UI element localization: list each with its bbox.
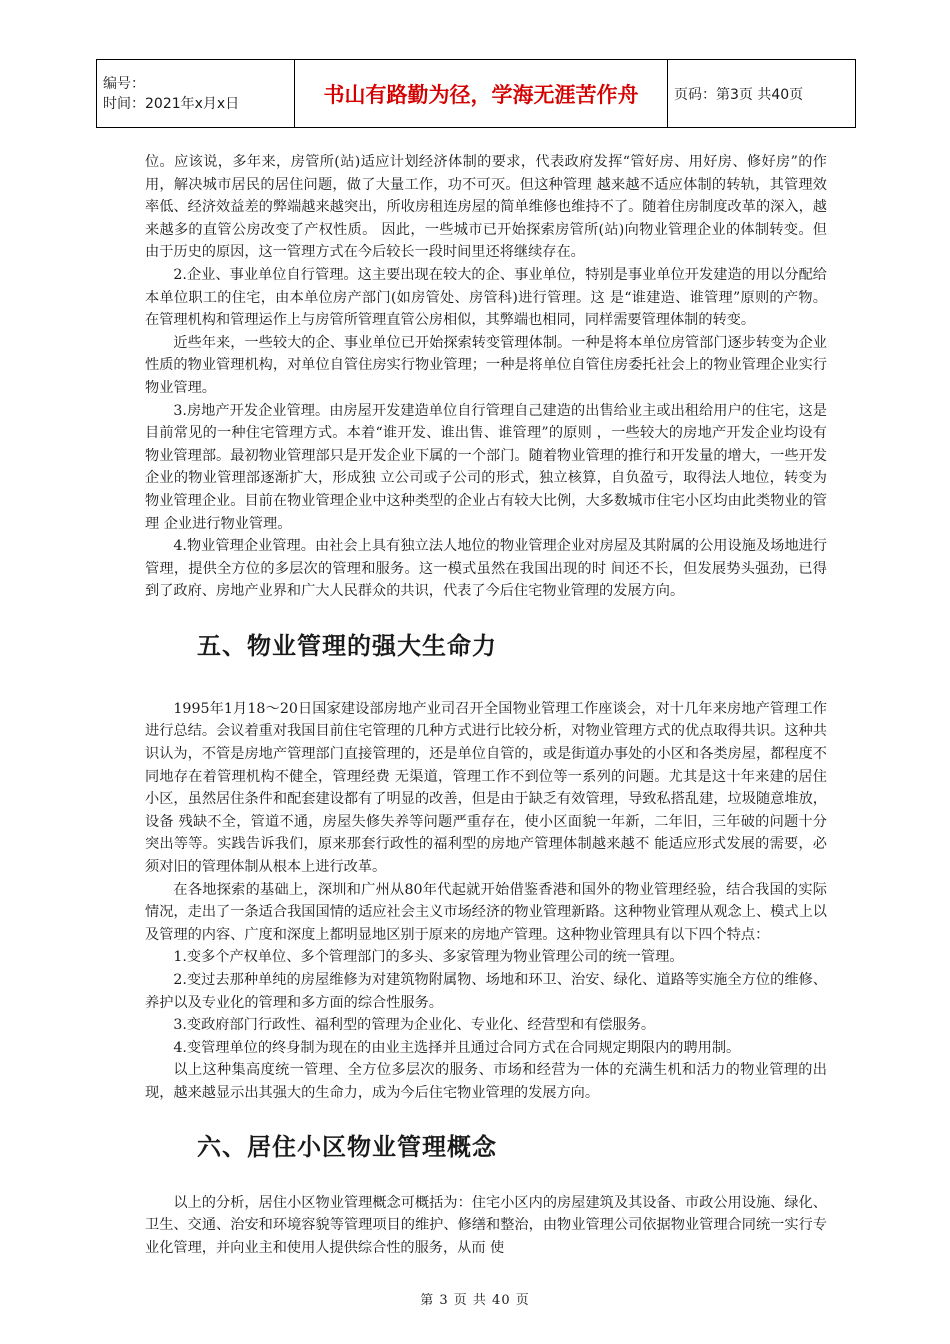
paragraph: 位。应该说，多年来，房管所(站)适应计划经济体制的要求，代表政府发挥“管好房、用好房、修好房”的作用，解决城市居民的居住问题，做了大量工作，功不可灭。但这种管理 越来越不适应体制的转轨，其管理效率低、经济效益差的弊端越来越突出，所收房租连房屋的简单维修也维持不了。随着住房制度改革的深入，越来越多的直管公房改变了产权性质。 因此，一些城市已开始探索房管所(站)向物业管理企业的体制转变。但由于历史的原因，这一管理方式在今后较长一段时间里还将继续存在。 <box>145 154 827 261</box>
list-item: 1.变多个产权单位、多个管理部门的多头、多家管理为物业管理公司的统一管理。 <box>173 949 684 966</box>
page-footer: 第 3 页 共 40 页 <box>420 1293 530 1308</box>
paragraph: 在各地探索的基础上，深圳和广州从80年代起就开始借鉴香港和国外的物业管理经验，结合我国的实际情况，走出了一条适合我国国情的适应社会主义市场经济的物业管理新路。这种物业管理从观念上、模式上以及管理的内容、广度和深度上都明显地区别于原来的房地产管理。这种物业管理具有以下四个特点： <box>145 881 827 943</box>
list-item: 4.变管理单位的终身制为现在的由业主选择并且通过合同方式在合同规定期限内的聘用制。 <box>173 1039 741 1056</box>
section-heading-6: 六、居住小区物业管理概念 <box>197 1132 497 1161</box>
paragraph: 4.物业管理企业管理。由社会上具有独立法人地位的物业管理企业对房屋及其附属的公用设施及场地进行管理，提供全方位的多层次的管理和服务。这一模式虽然在我国出现的时 间还不长，但发展势头强劲，已得到了政府、房地产业界和广大人民群众的共识，代表了今后住宅物业管理的发展方向。 <box>145 538 827 600</box>
document-body <box>145 151 827 1259</box>
section-heading-5: 五、物业管理的强大生命力 <box>197 631 497 660</box>
list-item: 3.变政府部门行政性、福利型的管理为企业化、专业化、经营型和有偿服务。 <box>173 1017 656 1034</box>
paragraph: 3.房地产开发企业管理。由房屋开发建造单位自行管理自己建造的出售给业主或出租给用户的住宅，这是目前常见的一种住宅管理方式。本着“谁开发、谁出售、谁管理”的原则 ，一些较大的房地产开发企业均设有物业管理部。最初物业管理部只是开发企业下属的一个部门。随着物业管理的推行和开发量的增大，一些开发企业的物业管理部逐渐扩大，形成独 立公司或子公司的形式，独立核算，自负盈亏，取得法人地位，转变为物业管理企业。目前在物业管理企业中这种类型的企业占有较大比例，大多数城市住宅小区均由此类物业的管理 企业进行物业管理。 <box>145 402 827 532</box>
document-time-label: 时间：2021年x月x日 <box>103 95 240 112</box>
paragraph: 以上这种集高度统一管理、全方位多层次的服务、市场和经营为一体的充满生机和活力的物业管理的出现，越来越显示出其强大的生命力，成为今后住宅物业管理的发展方向。 <box>145 1062 827 1101</box>
paragraph: 2.企业、事业单位自行管理。这主要出现在较大的企、事业单位，特别是事业单位开发建造的用以分配给本单位职工的住宅，由本单位房产部门(如房管处、房管科)进行管理。这 是“谁建造、谁管理”原则的产物。在管理机构和管理运作上与房管所管理直管公房相似，其弊端也相同，同样需要管理体制的转变。 <box>145 266 827 329</box>
paragraph: 以上的分析，居住小区物业管理概念可概括为：住宅小区内的房屋建筑及其设备、市政公用设施、绿化、卫生、交通、治安和环境容貌等管理项目的维护、修缮和整治，由物业管理公司依据物业管理合同统一实行专业化管理，并向业主和使用人提供综合性的服务，从而 使 <box>145 1194 827 1256</box>
header-meta-cell <box>97 60 295 128</box>
header-table <box>96 59 856 128</box>
document-number-label: 编号： <box>103 75 145 92</box>
paragraph: 近些年来，一些较大的企、事业单位已开始探索转变管理体制。一种是将本单位房管部门逐步转变为企业性质的物业管理机构，对单位自管住房实行物业管理；一种是将单位自管住房委托社会上的物业管理企业实行物业管理。 <box>145 334 827 396</box>
header-page-label: 页码：第3页 共40页 <box>668 60 856 128</box>
header-motto: 书山有路勤为径，学海无涯苦作舟 <box>295 60 668 128</box>
list-item: 2.变过去那种单纯的房屋维修为对建筑物附属物、场地和环卫、治安、绿化、道路等实施全方位的维修、养护以及专业化的管理和多方面的综合性服务。 <box>145 972 827 1011</box>
paragraph: 1995年1月18～20日国家建设部房地产业司召开全国物业管理工作座谈会，对十几年来房地产管理工作进行总结。会议着重对我国目前住宅管理的几种方式进行比较分析，对物业管理方式的优点取得共识。这种共识认为，不管是房地产管理部门直接管理的，还是单位自管的，或是街道办事处的小区和各类房屋，都程度不同地存在着管理机构不健全，管理经费 无渠道，管理工作不到位等一系列的问题。尤其是这十年来建的居住小区，虽然居住条件和配套建设都有了明显的改善，但是由于缺乏有效管理，导致私搭乱建，垃圾随意堆放，设备 残缺不全，管道不通，房屋失修失养等问题严重存在，使小区面貌一年新，二年旧，三年破的问题十分突出等等。实践告诉我们，原来那套行政性的福利型的房地产管理体制越来越不 能适应形式发展的需要，必须对旧的管理体制从根本上进行改革。 <box>145 700 827 876</box>
